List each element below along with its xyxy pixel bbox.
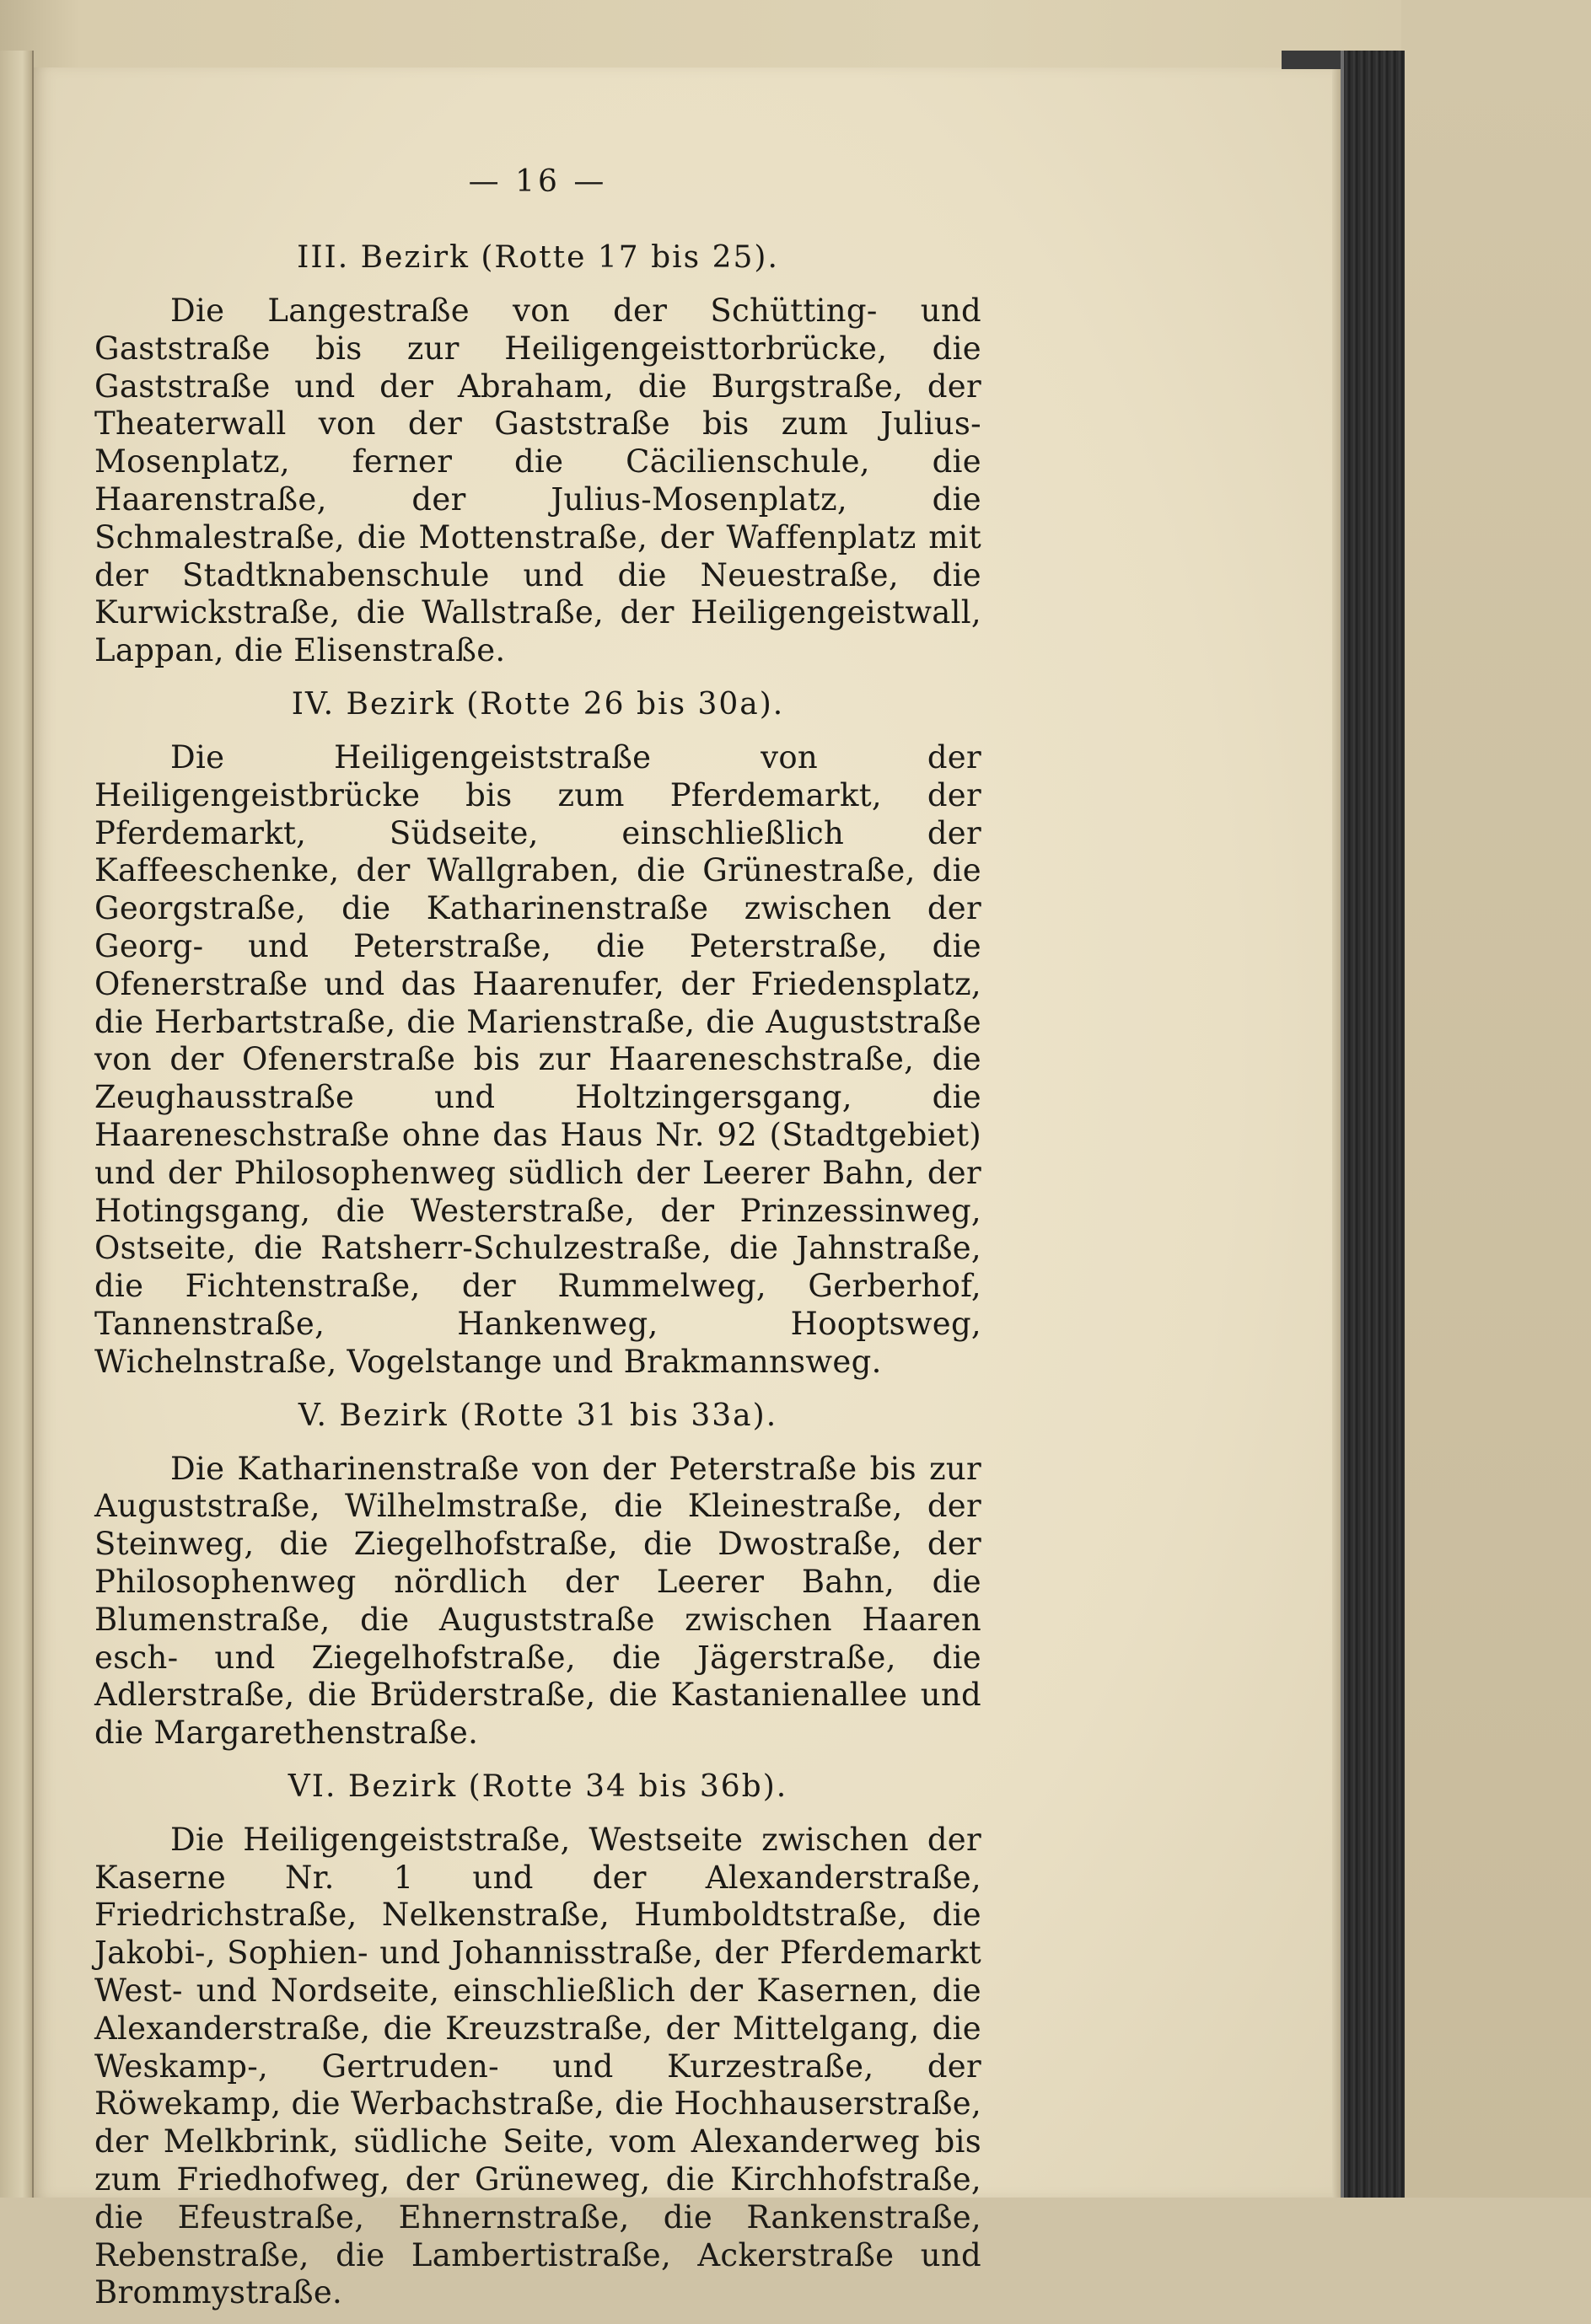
section-district-4 <box>94 685 981 1382</box>
section-heading: IV. Bezirk (Rotte 26 bis 30a). <box>291 686 785 722</box>
section-district-3 <box>94 239 981 670</box>
book-cover-spine <box>1341 51 1405 2198</box>
page-text <box>94 164 981 2324</box>
page-stack-edge <box>1332 67 1341 2198</box>
section-heading: III. Bezirk (Rotte 17 bis 25). <box>297 240 779 275</box>
section-paragraph: Die Langestraße von der Schütting- und Gaststraße bis zur Heiligengeisttorbrücke, die Gaststraße und der Abraham, die Burgstraße, der Theaterwall von der Gaststraße bis zum Julius-Mosenplatz, ferner die Cäcilienschule, die Haarenstraße, der Julius-Mosenplatz, die Schmalestraße, die Mottenstraße, der Waffenplatz mit der Stadtknabenschule und die Neuestraße, die Kurwickstraße, die Wallstraße, der Heiligengeistwall, Lappan, die Elisenstraße. <box>94 293 981 669</box>
section-paragraph: Die Katharinenstraße von der Peterstraße bis zur Auguststraße, Wilhelmstraße, die Kleinestraße, der Steinweg, die Ziegelhofstraße, die Dwostraße, der Philosophenweg nördlich der Leerer Bahn, die Blumenstraße, die Auguststraße zwischen Haaren esch- und Ziegelhofstraße, die Jägerstraße, die Adlerstraße, die Brüderstraße, die Kastanienallee und die Margarethenstraße. <box>94 1450 981 1752</box>
previous-page-edge <box>0 51 34 2198</box>
section-paragraph: Die Heiligengeiststraße, Westseite zwischen der Kaserne Nr. 1 und der Alexanderstraße, Friedrichstraße, Nelkenstraße, Humboldtstraße, die Jakobi-, Sophien- und Johannisstraße, der Pferdemarkt West- und Nordseite, einschließlich der Kasernen, die Alexanderstraße, die Kreuzstraße, der Mittelgang, die Weskamp-, Gertruden- und Kurzestraße, der Röwekamp, die Werbachstraße, die Hochhauserstraße, der Melkbrink, südliche Seite, vom Alexanderweg bis zum Friedhofweg, der Grüneweg, die Kirchhofstraße, die Efeustraße, Ehnernstraße, die Rankenstraße, Rebenstraße, die Lambertistraße, Ackerstraße und Brommystraße. <box>94 1821 981 2311</box>
section-heading: V. Bezirk (Rotte 31 bis 33a). <box>298 1398 778 1433</box>
section-district-5 <box>94 1397 981 1752</box>
scanner-surface <box>1401 0 1591 2198</box>
page-number: — 16 — <box>468 164 608 199</box>
section-district-6 <box>94 1768 981 2312</box>
section-heading: VI. Bezirk (Rotte 34 bis 36b). <box>288 1768 788 1804</box>
section-paragraph: Die Heiligengeiststraße von der Heiligengeistbrücke bis zum Pferdemarkt, der Pferdemarkt, Südseite, einschließlich der Kaffeeschenke, der Wallgraben, die Grünestraße, die Georgstraße, die Katharinenstraße zwischen der Georg- und Peterstraße, die Peterstraße, die Ofenerstraße und das Haarenufer, der Friedensplatz, die Herbartstraße, die Marienstraße, die Auguststraße von der Ofenerstraße bis zur Haareneschstraße, die Zeughausstraße und Holtzingersgang, die Haareneschstraße ohne das Haus Nr. 92 (Stadtgebiet) und der Philosophenweg südlich der Leerer Bahn, der Hotingsgang, die Westerstraße, der Prinzessinweg, Ostseite, die Ratsherr-Schulzestraße, die Jahnstraße, die Fichtenstraße, der Rummelweg, Gerberhof, Tannenstraße, Hankenweg, Hooptsweg, Wichelnstraße, Vogelstange und Brakmannsweg. <box>94 738 981 1380</box>
